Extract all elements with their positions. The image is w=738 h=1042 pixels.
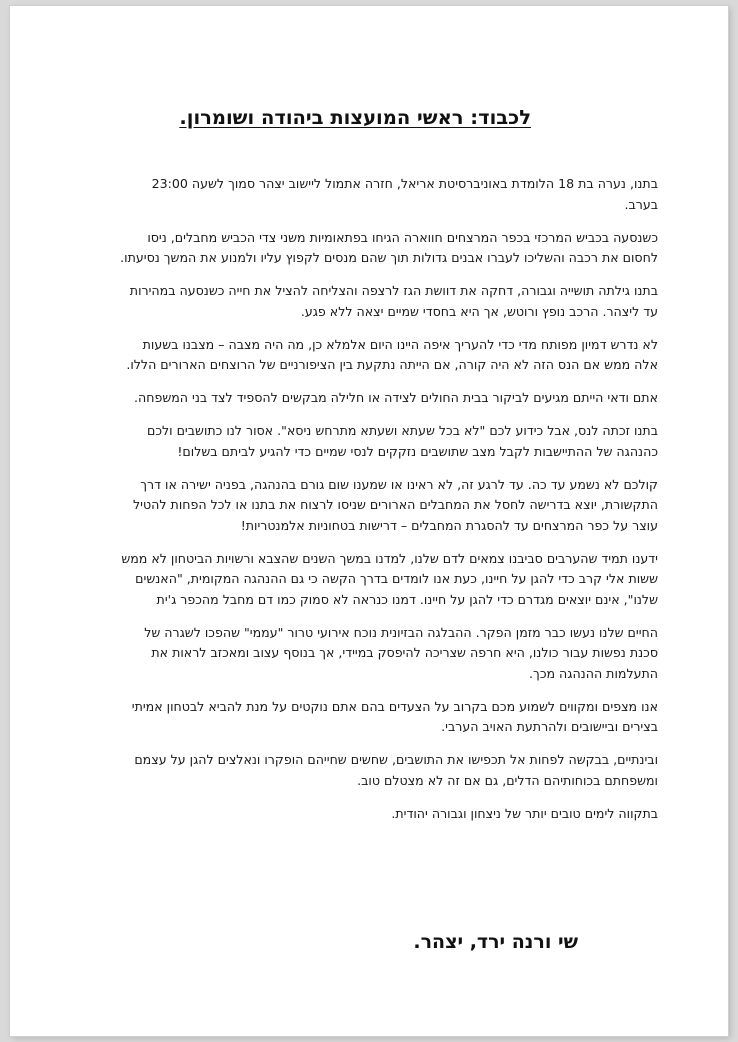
paragraph: בתנו זכתה לנס, אבל כידוע לכם "לא בכל שעתא ושעתא מתרחש ניסא". אסור לנו כתושבים ולכם כהנהגה של ההתיישבות לקבל מצב שתושבים נזקקים לנסי שמיים כדי להגיע לביתם בשלום!: [146, 423, 658, 459]
letter-title: לכבוד: ראשי המועצות ביהודה ושומרון.: [179, 106, 531, 129]
paragraph: אתם ודאי הייתם מגיעים לביקור בבית החולים לצידה או חלילה מבקשים להספיד לצד בני המשפחה.: [134, 390, 658, 405]
paragraph: בתנו, נערה בת 18 הלומדת באוניברסיטת אריאל, חזרה אתמול ליישוב יצהר סמוך לשעה 23:00 בערב.: [151, 176, 658, 212]
paragraph: אנו מצפים ומקווים לשמוע מכם בקרוב על הצעדים בהם אתם נוקטים על מנת להביא לבטחון אמיתי בצירים וביישובים ולהרתעת האויב הערבי.: [131, 698, 658, 734]
paragraph: ידענו תמיד שהערבים סביבנו צמאים לדם שלנו, למדנו במשך השנים שהצבא ורשויות הביטחון לא ממש ששות אלי קרב כדי להגן על חיינו, כעת אנו לומדים בדרך הקשה כי גם ההנהגה המקומית, "האנשים שלנו", אינם יוצאים מגדרם כדי להגן על חיינו. דמנו כנראה לא סמוק כמו דם מחבל מהכפר ג'ית: [121, 550, 658, 607]
letter-page: [10, 6, 728, 1036]
paragraph: ובינתיים, בבקשה לפחות אל תכפישו את התושבים, שחשים שחייהם הופקרו ונאלצים להגן על עצמם ומשפחתם בכוחותיהם הדלים, גם אם זה לא מצטלם טוב.: [134, 752, 658, 788]
paragraph: לא נדרש דמיון מפותח מדי כדי להעריך איפה היינו היום אלמלא כן, מה היה מצבה – מצבנו בשעות אלה ממש אם הנס הזה לא היה קורה, אם הייתה נתקעת בין הציפורניים של הרוצחים הארורים הללו.: [126, 336, 658, 372]
paragraph: בתנו גילתה תושייה וגבורה, דחקה את דוושת הגז לרצפה והצליחה להציל את חייה כשנסעה במהירות עד ליצהר. הרכב נופץ ורוטש, אך היא בחסדי שמיים יצאה ללא פגע.: [129, 283, 658, 319]
signature: שי ורנה ירד, יצהר.: [413, 931, 578, 953]
paragraph: בתקווה לימים טובים יותר של ניצחון וגבורה יהודית.: [391, 805, 658, 821]
paragraph: כשנסעה בכביש המרכזי בכפר המרצחים חווארה הגיחו בפתאומיות משני צדי הכביש מחבלים, ניסו לחסום את רכבה והשליכו לעברו אבנים גדולות תוך שהם מנסים לקפוץ עליו ולמנוע את המשך נסיעתו.: [120, 229, 658, 265]
paragraph: החיים שלנו נעשו כבר מזמן הפקר. ההבלגה הבזיונית נוכח אירועי טרור "עממי" שהפכו לשגרה של סכנת נפשות עבור כולנו, היא חרפה שצריכה להיפסק במיידי, אך בנוסף עצוב ומאכזב לראות את התעלמות ההנהגה מכך.: [144, 624, 658, 681]
paragraph: קולכם לא נשמע עד כה. עד לרגע זה, לא ראינו או שמענו שום גורם בהנהגה, בפניה ישירה או דרך התקשורת, יוצא בדרישה לחסל את המחבלים הארורים שניסו לרצוח את בתנו או לכל הפחות להטיל עוצר על כפר המרצחים עד להסגרת המחבלים – דרישות בטחוניות אלמנטריות!: [133, 476, 658, 533]
letter-body: [116, 174, 658, 837]
